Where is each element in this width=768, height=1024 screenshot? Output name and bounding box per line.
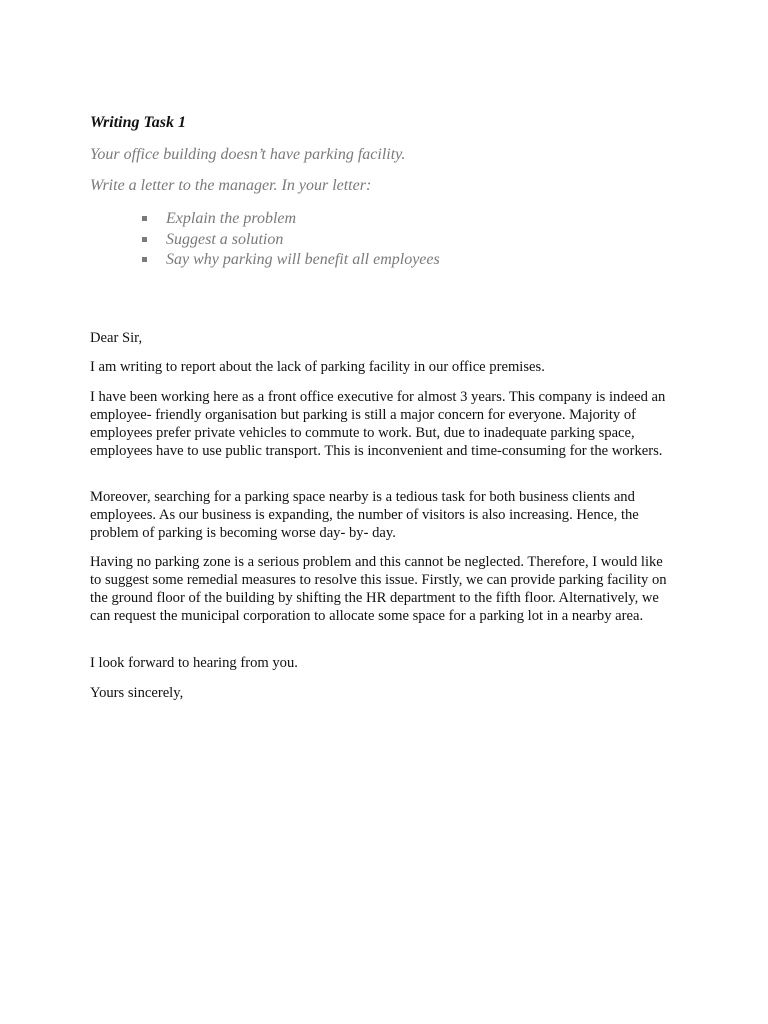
square-bullet-icon [142, 257, 147, 262]
letter-paragraph: Having no parking zone is a serious problem and this cannot be neglected. Therefore, I would like to suggest some remedial measures to resolve this issue. Firstly, we can provide parking facility on the ground floor of the building by shifting the HR department to the fifth floor. Alternatively, we can request the municipal corporation to allocate some space for a parking lot in a nearby area. [90, 554, 667, 624]
letter-closing: Yours sincerely, [90, 685, 184, 701]
square-bullet-icon [142, 216, 147, 221]
bullet-item [142, 209, 440, 230]
square-bullet-icon [142, 237, 147, 242]
task-title: Writing Task 1 [90, 114, 187, 131]
letter-paragraph: I look forward to hearing from you. [90, 655, 298, 671]
bullet-text: Suggest a solution [166, 230, 284, 248]
task-instruction: Write a letter to the manager. In your letter: [90, 177, 372, 194]
letter-greeting: Dear Sir, [90, 330, 143, 346]
letter-paragraph: I have been working here as a front office executive for almost 3 years. This company is indeed an employee- friendly organisation but parking is still a major concern for everyone. Majority of employees prefer private vehicles to commute to work. But, due to inadequate parking space, employees have to use public transport. This is inconvenient and time-consuming for the workers. [90, 389, 666, 459]
task-prompt: Your office building doesn’t have parking facility. [90, 146, 406, 163]
letter-paragraph: I am writing to report about the lack of parking facility in our office premises. [90, 359, 545, 375]
letter-paragraph: Moreover, searching for a parking space nearby is a tedious task for both business clients and employees. As our business is expanding, the number of visitors is also increasing. Hence, the problem of parking is becoming worse day- by- day. [90, 489, 639, 541]
bullet-text: Explain the problem [166, 210, 297, 227]
bullet-item [142, 250, 440, 271]
task-bullet-list [142, 209, 440, 271]
bullet-item [142, 230, 440, 251]
bullet-text: Say why parking will benefit all employees [166, 251, 440, 268]
